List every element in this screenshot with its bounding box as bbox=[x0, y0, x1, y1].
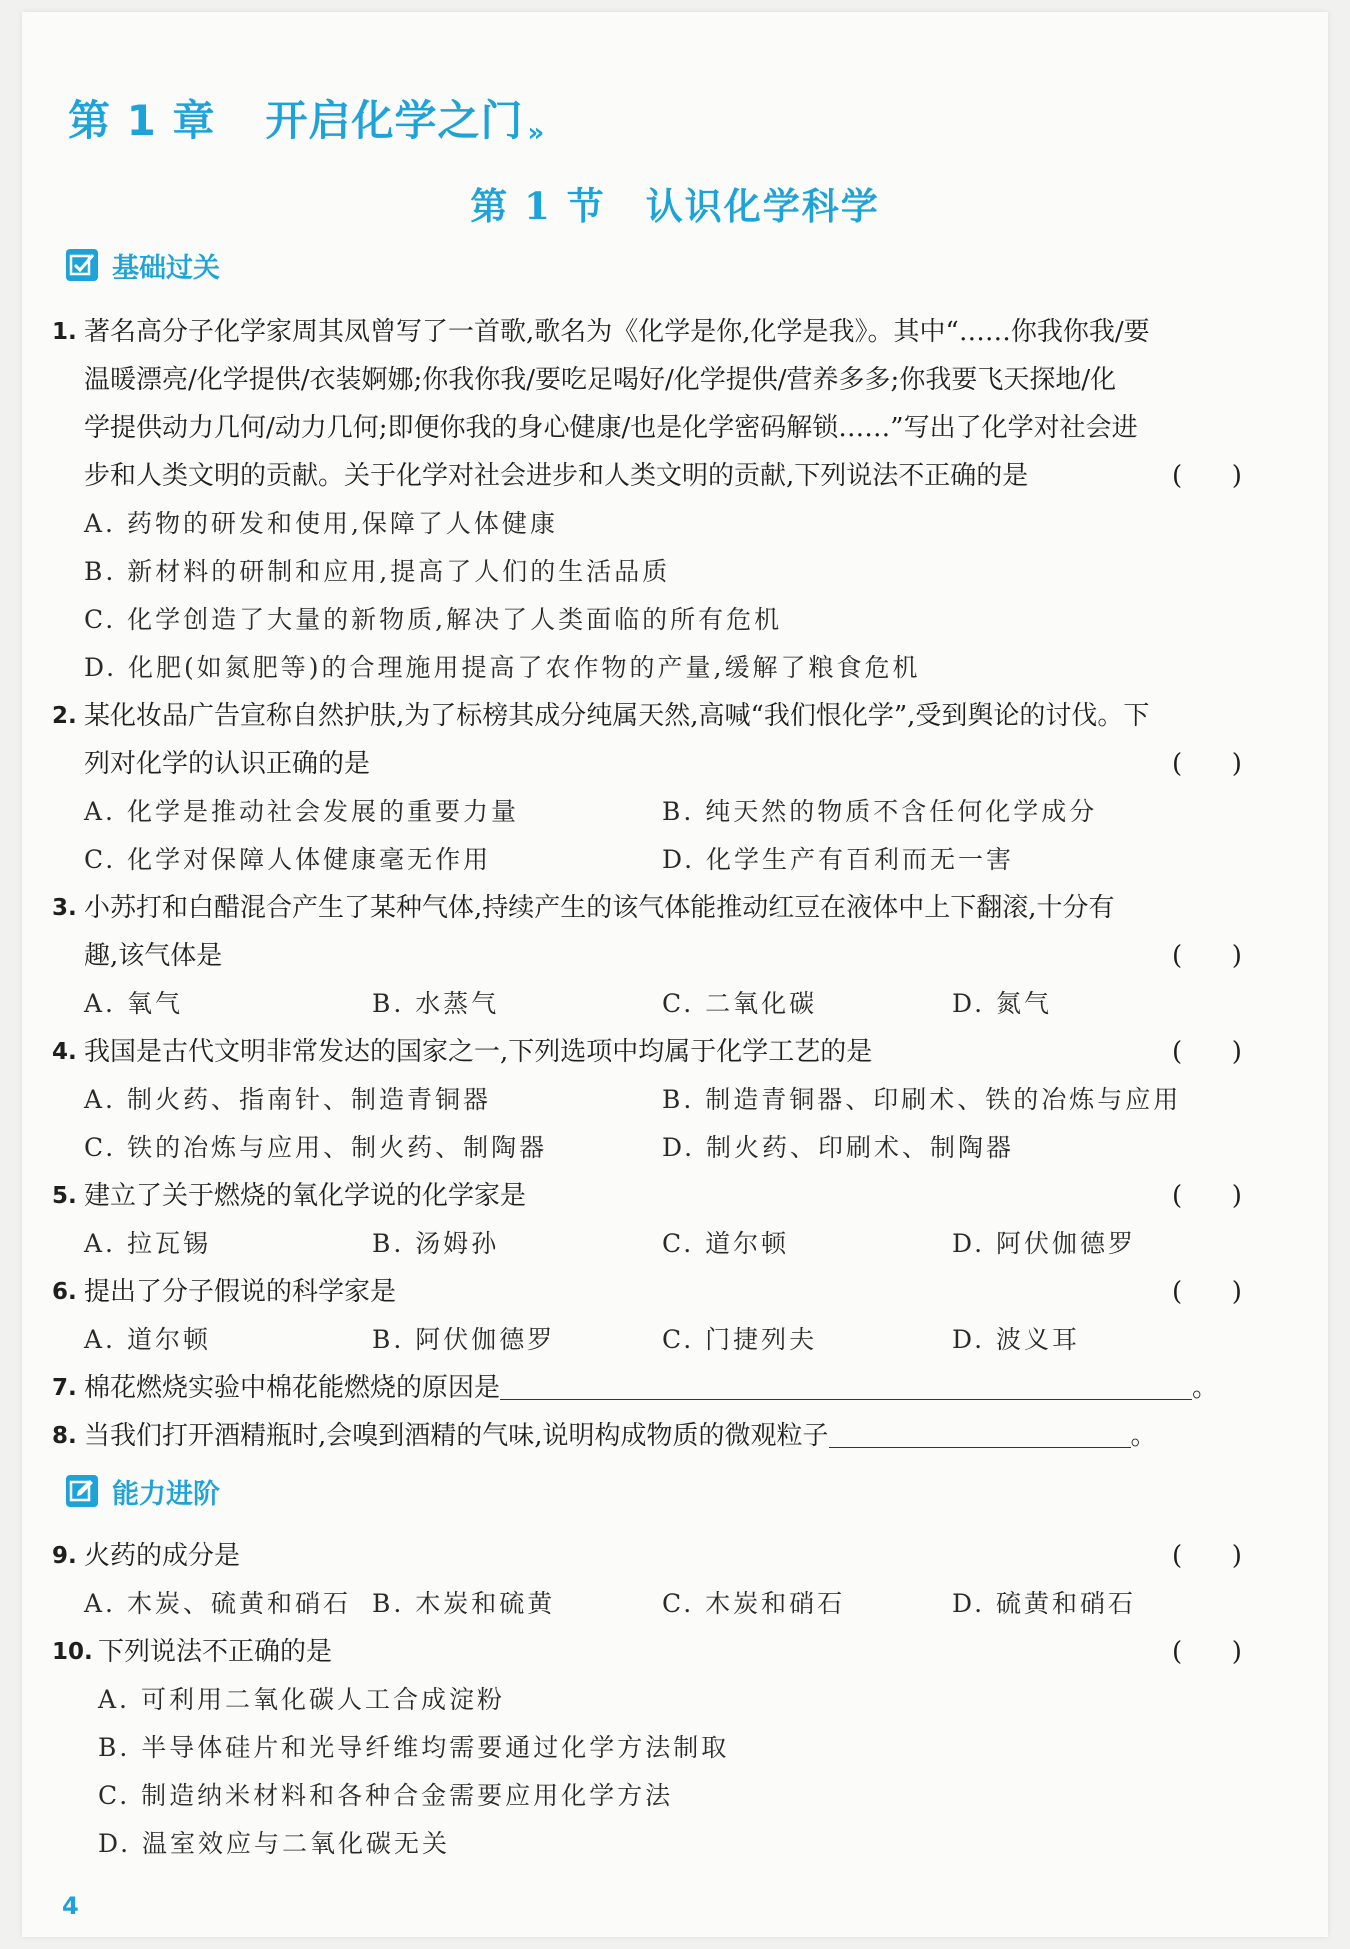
option: C. 化学创造了大量的新物质,解决了人类面临的所有危机 bbox=[84, 605, 783, 634]
option: C. 制造纳米材料和各种合金需要应用化学方法 bbox=[98, 1781, 674, 1810]
option: C. 二氧化碳 bbox=[662, 989, 818, 1018]
question-text: 小苏打和白醋混合产生了某种气体,持续产生的该气体能推动红豆在液体中上下翻滚,十分有 bbox=[84, 893, 1115, 923]
question-text: 某化妆品广告宣称自然护肤,为了标榜其成分纯属天然,高喊“我们恨化学”,受到舆论的讨伐。下 bbox=[84, 701, 1150, 731]
question-text: 建立了关于燃烧的氧化学说的化学家是 bbox=[84, 1181, 527, 1211]
option: D. 化肥(如氮肥等)的合理施用提高了农作物的产量,缓解了粮食危机 bbox=[84, 653, 921, 682]
chapter-title bbox=[68, 88, 545, 148]
option: D. 硫黄和硝石 bbox=[952, 1589, 1137, 1618]
question-text: 棉花燃烧实验中棉花能燃烧的原因是 。 bbox=[84, 1373, 1219, 1403]
chevron-right-icon: » bbox=[527, 118, 546, 148]
option: C. 道尔顿 bbox=[662, 1229, 790, 1258]
option: A. 氧气 bbox=[84, 989, 183, 1018]
question-text: 趣,该气体是 bbox=[84, 941, 223, 971]
question-text: 步和人类文明的贡献。关于化学对社会进步和人类文明的贡献,下列说法不正确的是 bbox=[84, 461, 1029, 491]
section-title bbox=[22, 176, 1328, 230]
chapter-number: 第 1 章 bbox=[68, 96, 216, 145]
answer-parens: ( ) bbox=[1172, 1037, 1242, 1067]
question-text: 著名高分子化学家周其凤曾写了一首歌,歌名为《化学是你,化学是我》。其中“……你我你我/要 bbox=[84, 317, 1150, 347]
question-number: 2. bbox=[52, 703, 77, 729]
option: D. 化学生产有百利而无一害 bbox=[662, 845, 1015, 874]
option: B. 半导体硅片和光导纤维均需要通过化学方法制取 bbox=[98, 1733, 730, 1762]
answer-parens: ( ) bbox=[1172, 1541, 1242, 1571]
answer-parens: ( ) bbox=[1172, 749, 1242, 779]
option: A. 木炭、硫黄和硝石 bbox=[84, 1589, 351, 1618]
section-name: 认识化学科学 bbox=[645, 184, 880, 228]
question-text: 学提供动力几何/动力几何;即便你我的身心健康/也是化学密码解锁……”写出了化学对社会进 bbox=[84, 413, 1138, 443]
section-header-basic: 基础过关 bbox=[66, 246, 232, 284]
page bbox=[22, 12, 1328, 1937]
fill-blank[interactable] bbox=[829, 1419, 1131, 1448]
question-text: 列对化学的认识正确的是 bbox=[84, 749, 371, 779]
option: A. 化学是推动社会发展的重要力量 bbox=[84, 797, 519, 826]
option: B. 水蒸气 bbox=[372, 989, 500, 1018]
option: B. 制造青铜器、印刷术、铁的冶炼与应用 bbox=[662, 1085, 1182, 1114]
section-header-advanced: 能力进阶 bbox=[66, 1472, 232, 1510]
question-number: 10. bbox=[52, 1639, 93, 1665]
option: C. 木炭和硝石 bbox=[662, 1589, 846, 1618]
option: B. 纯天然的物质不含任何化学成分 bbox=[662, 797, 1098, 826]
answer-parens: ( ) bbox=[1172, 461, 1242, 491]
question-number: 4. bbox=[52, 1039, 77, 1065]
answer-parens: ( ) bbox=[1172, 1181, 1242, 1211]
question-number: 8. bbox=[52, 1423, 77, 1449]
question-text: 提出了分子假说的科学家是 bbox=[84, 1277, 397, 1307]
question-number: 5. bbox=[52, 1183, 77, 1209]
option: C. 门捷列夫 bbox=[662, 1325, 818, 1354]
fill-blank[interactable] bbox=[500, 1371, 1192, 1400]
option: D. 波义耳 bbox=[952, 1325, 1081, 1354]
question-number: 7. bbox=[52, 1375, 77, 1401]
page-number: 4 bbox=[62, 1892, 79, 1920]
chapter-name: 开启化学之门 bbox=[265, 96, 524, 145]
answer-parens: ( ) bbox=[1172, 1637, 1242, 1667]
answer-parens: ( ) bbox=[1172, 941, 1242, 971]
option: B. 新材料的研制和应用,提高了人们的生活品质 bbox=[84, 557, 671, 586]
option: A. 药物的研发和使用,保障了人体健康 bbox=[84, 509, 558, 538]
option: D. 阿伏伽德罗 bbox=[952, 1229, 1137, 1258]
question-text: 温暖漂亮/化学提供/衣装婀娜;你我你我/要吃足喝好/化学提供/营养多多;你我要飞天探地/化 bbox=[84, 365, 1117, 395]
option: B. 木炭和硫黄 bbox=[372, 1589, 556, 1618]
option: D. 氮气 bbox=[952, 989, 1053, 1018]
option: D. 制火药、印刷术、制陶器 bbox=[662, 1133, 1015, 1162]
question-text: 火药的成分是 bbox=[84, 1541, 241, 1571]
section-number: 第 1 节 bbox=[470, 184, 606, 228]
option: C. 化学对保障人体健康毫无作用 bbox=[84, 845, 492, 874]
question-text: 当我们打开酒精瓶时,会嗅到酒精的气味,说明构成物质的微观粒子 。 bbox=[84, 1421, 1157, 1451]
question-text: 下列说法不正确的是 bbox=[98, 1637, 333, 1667]
pencil-note-icon bbox=[66, 1475, 98, 1507]
checkbox-icon bbox=[66, 249, 98, 281]
option: A. 拉瓦锡 bbox=[84, 1229, 211, 1258]
option: D. 温室效应与二氧化碳无关 bbox=[98, 1829, 451, 1858]
question-number: 1. bbox=[52, 319, 77, 345]
option: C. 铁的冶炼与应用、制火药、制陶器 bbox=[84, 1133, 548, 1162]
option: B. 阿伏伽德罗 bbox=[372, 1325, 556, 1354]
option: A. 制火药、指南针、制造青铜器 bbox=[84, 1085, 491, 1114]
question-number: 6. bbox=[52, 1279, 77, 1305]
question-number: 9. bbox=[52, 1543, 77, 1569]
option: A. 可利用二氧化碳人工合成淀粉 bbox=[98, 1685, 505, 1714]
option: A. 道尔顿 bbox=[84, 1325, 211, 1354]
option: B. 汤姆孙 bbox=[372, 1229, 500, 1258]
question-text: 我国是古代文明非常发达的国家之一,下列选项中均属于化学工艺的是 bbox=[84, 1037, 873, 1067]
answer-parens: ( ) bbox=[1172, 1277, 1242, 1307]
question-number: 3. bbox=[52, 895, 77, 921]
